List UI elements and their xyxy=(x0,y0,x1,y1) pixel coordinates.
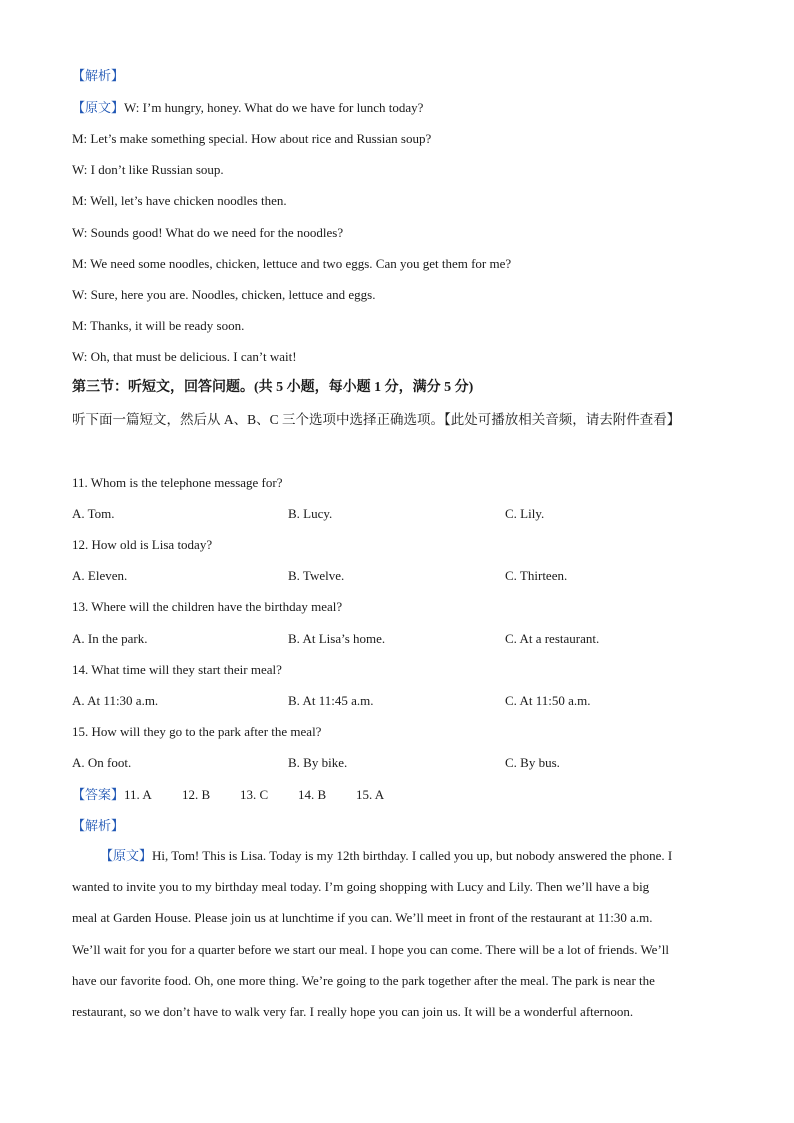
passage-line: restaurant, so we don’t have to walk very far. I really hope you can join us. It will be a wonderful afternoon. xyxy=(72,1004,634,1020)
dialogue-line: W: Sure, here you are. Noodles, chicken, lettuce and eggs. xyxy=(72,287,376,302)
answer-line xyxy=(72,787,384,803)
option-15-a: A. On foot. xyxy=(72,755,132,770)
analysis-label: 【解析】 xyxy=(72,68,125,83)
question-13: 13. Where will the children have the birthday meal? xyxy=(72,599,343,614)
dialogue-line: 【原文】W: I’m hungry, honey. What do we have for lunch today? xyxy=(72,100,424,115)
passage-line: We’ll wait for you for a quarter before we start our meal. I hope you can come. There will be a lot of friends. We’ll xyxy=(72,941,670,957)
question-14: 14. What time will they start their meal? xyxy=(72,662,282,677)
section-instruction: 听下面一篇短文，然后从 A、B、C 三个选项中选择正确选项。【此处可播放相关音频，请去附件查看】 xyxy=(72,412,681,427)
transcript-label: 【原文】 xyxy=(72,100,125,115)
option-11-c: C. Lily. xyxy=(505,506,545,521)
option-15-c: C. By bus. xyxy=(505,755,560,770)
answer-item: 11. A xyxy=(124,787,152,802)
dialogue-line: W: I don’t like Russian soup. xyxy=(72,162,224,177)
dialogue-line: M: Thanks, it will be ready soon. xyxy=(72,318,245,333)
answer-item: 13. C xyxy=(240,787,269,802)
dialogue-line: M: We need some noodles, chicken, lettuce and two eggs. Can you get them for me? xyxy=(72,256,512,271)
dialogue-line: M: Let’s make something special. How about rice and Russian soup? xyxy=(72,131,432,146)
dialogue-line: W: Sounds good! What do we need for the noodles? xyxy=(72,225,344,240)
question-11: 11. Whom is the telephone message for? xyxy=(72,475,283,490)
option-11-a: A. Tom. xyxy=(72,506,115,521)
option-15-b: B. By bike. xyxy=(288,755,348,770)
analysis-label: 【解析】 xyxy=(72,818,125,833)
passage-line: meal at Garden House. Please join us at lunchtime if you can. We’ll meet in front of the restaurant at 11:30 a.m. xyxy=(72,910,653,926)
dialogue-line: W: Oh, that must be delicious. I can’t wait! xyxy=(72,349,297,364)
passage-line: have our favorite food. Oh, one more thing. We’re going to the park together after the meal. The park is near the xyxy=(72,972,655,988)
option-12-a: A. Eleven. xyxy=(72,568,128,583)
option-13-a: A. In the park. xyxy=(72,631,148,646)
question-15: 15. How will they go to the park after the meal? xyxy=(72,724,322,739)
passage xyxy=(72,840,732,1027)
passage-line: wanted to invite you to my birthday meal today. I’m going shopping with Lucy and Lily. Then we’ll have a big xyxy=(72,879,650,895)
transcript-label: 【原文】 xyxy=(100,848,153,863)
option-12-c: C. Thirteen. xyxy=(505,568,568,583)
question-12: 12. How old is Lisa today? xyxy=(72,537,213,552)
option-13-b: B. At Lisa’s home. xyxy=(288,631,386,646)
option-11-b: B. Lucy. xyxy=(288,506,333,521)
option-14-a: A. At 11:30 a.m. xyxy=(72,693,159,708)
passage-line: 【原文】Hi, Tom! This is Lisa. Today is my 12th birthday. I called you up, but nobody answered the phone. I xyxy=(100,848,673,863)
answer-item: 15. A xyxy=(356,787,385,802)
option-13-c: C. At a restaurant. xyxy=(505,631,600,646)
option-12-b: B. Twelve. xyxy=(288,568,345,583)
dialogue-line: M: Well, let’s have chicken noodles then. xyxy=(72,193,287,208)
answer-item: 14. B xyxy=(298,787,327,802)
section-heading: 第三节：听短文，回答问题。(共 5 小题，每小题 1 分，满分 5 分) xyxy=(72,380,474,395)
answer-label: 【答案】 xyxy=(72,787,125,802)
option-14-c: C. At 11:50 a.m. xyxy=(505,693,591,708)
option-14-b: B. At 11:45 a.m. xyxy=(288,693,374,708)
answer-item: 12. B xyxy=(182,787,211,802)
